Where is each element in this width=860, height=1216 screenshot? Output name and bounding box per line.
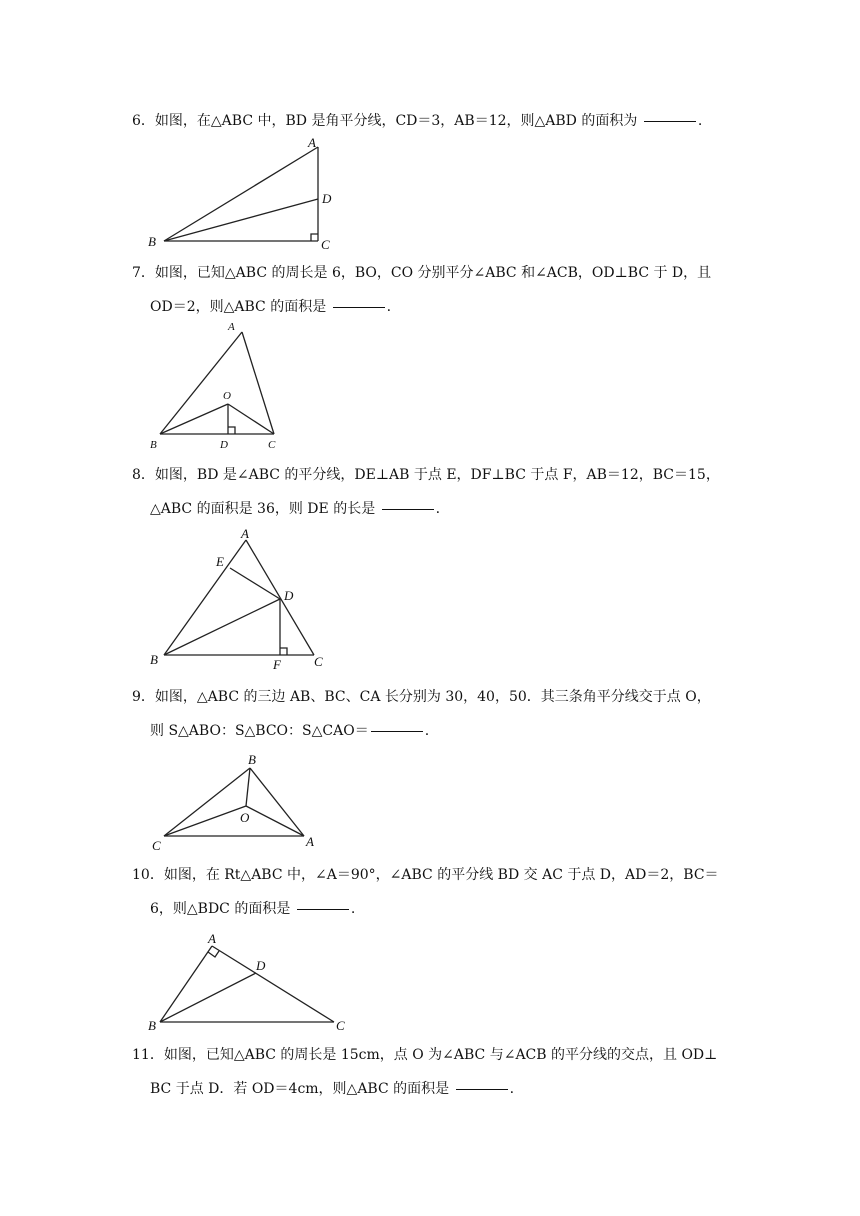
question-text: 7．如图，已知△ABC 的周长是 6，BO，CO 分别平分∠ABC 和∠ACB，OD⊥BC 于 D，且 bbox=[132, 265, 712, 281]
label-O: O bbox=[223, 390, 231, 402]
question-text: 11．如图，已知△ABC 的周长是 15cm，点 O 为∠ABC 与∠ACB 的平分线的交点，且 OD⊥ bbox=[132, 1047, 718, 1063]
question-text: 9．如图，△ABC 的三边 AB、BC、CA 长分别为 30，40，50．其三条角平分线交于点 O， bbox=[132, 689, 711, 705]
question-text: 6，则△BDC 的面积是 bbox=[150, 901, 295, 917]
answer-blank bbox=[382, 508, 434, 510]
label-A: A bbox=[228, 321, 235, 333]
question-10: 10．如图，在 Rt△ABC 中，∠A＝90°，∠ABC 的平分线 BD 交 AC 于点 D，AD＝2，BC＝ 6，则△BDC 的面积是 . bbox=[132, 867, 719, 917]
label-A: A bbox=[208, 931, 216, 946]
figure-9 bbox=[144, 748, 334, 856]
label-O: O bbox=[240, 810, 250, 825]
label-B: B bbox=[148, 234, 156, 249]
question-text: BC 于点 D．若 OD＝4cm，则△ABC 的面积是 bbox=[150, 1081, 454, 1097]
label-A: A bbox=[306, 834, 314, 849]
label-A: A bbox=[241, 526, 249, 541]
question-9: 9．如图，△ABC 的三边 AB、BC、CA 长分别为 30，40，50．其三条角平分线交于点 O， 则 S△ABO：S△BCO：S△CAO＝ . bbox=[132, 689, 711, 739]
question-text: △ABC 的面积是 36，则 DE 的长是 bbox=[150, 501, 380, 517]
label-C: C bbox=[152, 838, 161, 853]
figure-8 bbox=[142, 524, 342, 672]
question-8: 8．如图，BD 是∠ABC 的平分线，DE⊥AB 于点 E，DF⊥BC 于点 F，AB＝12，BC＝15， △ABC 的面积是 36，则 DE 的长是 . bbox=[132, 467, 720, 517]
label-D: D bbox=[220, 439, 228, 451]
label-C: C bbox=[268, 439, 276, 451]
label-F: F bbox=[273, 657, 281, 672]
label-D: D bbox=[284, 588, 294, 603]
label-B: B bbox=[148, 1018, 156, 1033]
question-text: 8．如图，BD 是∠ABC 的平分线，DE⊥AB 于点 E，DF⊥BC 于点 F，AB＝12，BC＝15， bbox=[132, 467, 720, 483]
label-C: C bbox=[336, 1018, 345, 1033]
label-C: C bbox=[314, 654, 323, 669]
label-D: D bbox=[322, 191, 332, 206]
question-6: 6．如图，在△ABC 中，BD 是角平分线，CD＝3，AB＝12，则△ABD 的面积为 . bbox=[132, 113, 703, 129]
question-text: OD＝2，则△ABC 的面积是 bbox=[150, 299, 331, 315]
label-B: B bbox=[248, 752, 256, 767]
answer-blank bbox=[644, 120, 696, 122]
label-B: B bbox=[150, 652, 158, 667]
label-B: B bbox=[150, 439, 157, 451]
label-A: A bbox=[308, 135, 316, 150]
label-E: E bbox=[216, 554, 224, 569]
figure-10 bbox=[142, 930, 362, 1034]
label-D: D bbox=[256, 958, 266, 973]
question-text: 10．如图，在 Rt△ABC 中，∠A＝90°，∠ABC 的平分线 BD 交 AC 于点 D，AD＝2，BC＝ bbox=[132, 867, 719, 883]
question-7: 7．如图，已知△ABC 的周长是 6，BO，CO 分别平分∠ABC 和∠ACB，OD⊥BC 于 D，且 OD＝2，则△ABC 的面积是 . bbox=[132, 265, 712, 315]
answer-blank bbox=[297, 908, 349, 910]
label-C: C bbox=[321, 237, 330, 252]
question-text: 则 S△ABO：S△BCO：S△CAO＝ bbox=[150, 723, 369, 739]
answer-blank bbox=[333, 306, 385, 308]
figure-7 bbox=[142, 318, 292, 454]
answer-blank bbox=[371, 730, 423, 732]
figure-6 bbox=[140, 134, 340, 254]
question-11: 11．如图，已知△ABC 的周长是 15cm，点 O 为∠ABC 与∠ACB 的平分线的交点，且 OD⊥ BC 于点 D．若 OD＝4cm，则△ABC 的面积是 . bbox=[132, 1047, 718, 1097]
question-text: 6．如图，在△ABC 中，BD 是角平分线，CD＝3，AB＝12，则△ABD 的面积为 bbox=[132, 113, 642, 129]
answer-blank bbox=[456, 1088, 508, 1090]
